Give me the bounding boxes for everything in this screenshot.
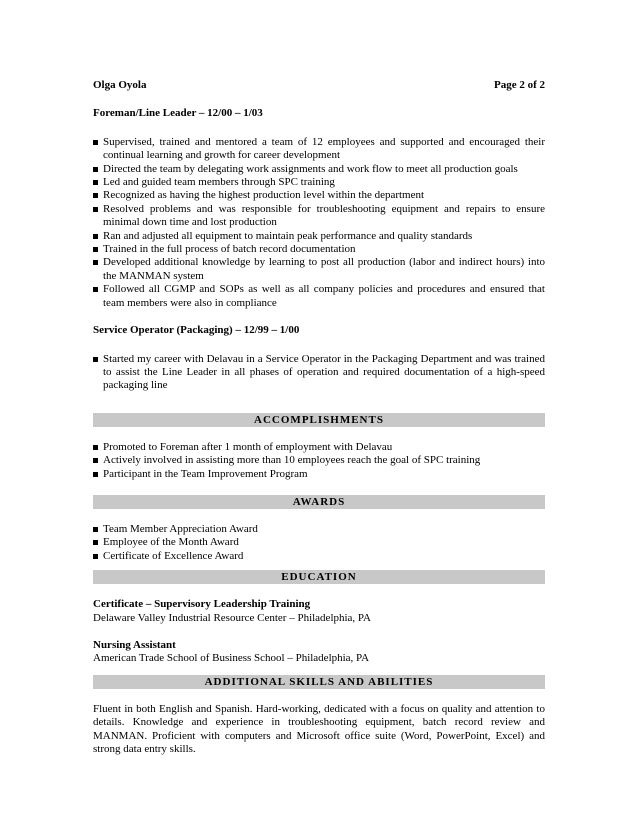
- page-number: Page 2 of 2: [493, 79, 545, 91]
- spacer: [93, 689, 545, 703]
- bullet-icon: [93, 167, 98, 172]
- list-item: Certificate of Excellence Award: [93, 550, 545, 563]
- candidate-name: Olga Oyola: [93, 79, 147, 91]
- bullet-icon: [93, 554, 98, 559]
- job-duties-list: [93, 353, 545, 393]
- section-heading-education: EDUCATION: [93, 570, 545, 584]
- bullet-icon: [93, 207, 98, 212]
- list-item: Ran and adjusted all equipment to maintain peak performance and quality standards: [93, 230, 545, 243]
- spacer: [93, 666, 545, 675]
- bullet-icon: [93, 287, 98, 292]
- bullet-icon: [93, 540, 98, 545]
- bullet-icon: [93, 472, 98, 477]
- education-entry: [93, 598, 545, 625]
- bullet-icon: [93, 234, 98, 239]
- education-title: Nursing Assistant: [93, 638, 176, 651]
- spacer: [93, 393, 545, 413]
- spacer: [93, 563, 545, 570]
- bullet-icon: [93, 140, 98, 145]
- bullet-icon: [93, 193, 98, 198]
- list-item: Started my career with Delavau in a Service Operator in the Packaging Department and was trained to assist the Line Leader in all phases of operation and required documentation of a high-speed packaging line: [93, 353, 545, 393]
- list-item: Led and guided team members through SPC training: [93, 176, 545, 189]
- bullet-icon: [93, 180, 98, 185]
- bullet-icon: [93, 357, 98, 362]
- spacer: [93, 625, 545, 639]
- spacer: [93, 509, 545, 523]
- section-heading-awards: AWARDS: [93, 495, 545, 509]
- bullet-icon: [93, 527, 98, 532]
- bullet-icon: [93, 260, 98, 265]
- list-item: Actively involved in assisting more than 10 employees reach the goal of SPC training: [93, 454, 545, 467]
- bullet-icon: [93, 458, 98, 463]
- resume-page: [93, 79, 545, 756]
- list-item: Participant in the Team Improvement Program: [93, 468, 545, 481]
- list-item: Employee of the Month Award: [93, 536, 545, 549]
- education-entry: [93, 639, 545, 666]
- page-header: [93, 79, 545, 92]
- list-item: Directed the team by delegating work assignments and work flow to meet all production goals: [93, 163, 545, 176]
- job-title: Service Operator (Packaging) – 12/99 – 1/00: [93, 324, 300, 337]
- list-item: Trained in the full process of batch record documentation: [93, 243, 545, 256]
- list-item: Supervised, trained and mentored a team of 12 employees and supported and encouraged their continual learning and growth for career development: [93, 136, 545, 163]
- skills-paragraph: Fluent in both English and Spanish. Hard-working, dedicated with a focus on quality and attention to details. Knowledge and experience in troubleshooting equipment, batch record review and MANMAN. Proficient with computers and Microsoft office suite (Word, PowerPoint, Excel) and strong data entry skills.: [93, 702, 545, 755]
- spacer: [93, 481, 545, 495]
- spacer: [93, 584, 545, 598]
- list-item: Resolved problems and was responsible for troubleshooting equipment and repairs to ensure minimal down time and lost production: [93, 203, 545, 230]
- education-school: Delaware Valley Industrial Resource Center – Philadelphia, PA: [93, 611, 371, 624]
- spacer: [93, 310, 545, 324]
- job-duties-list: [93, 136, 545, 310]
- awards-list: [93, 523, 545, 563]
- list-item: Promoted to Foreman after 1 month of employment with Delavau: [93, 441, 545, 454]
- list-item: Team Member Appreciation Award: [93, 523, 545, 536]
- bullet-icon: [93, 247, 98, 252]
- section-heading-skills: ADDITIONAL SKILLS AND ABILITIES: [93, 675, 545, 689]
- list-item: Recognized as having the highest production level within the department: [93, 189, 545, 202]
- job-title: Foreman/Line Leader – 12/00 – 1/03: [93, 107, 263, 120]
- education-title: Certificate – Supervisory Leadership Training: [93, 598, 311, 611]
- list-item: Developed additional knowledge by learning to post all production (labor and indirect hours) into the MANMAN system: [93, 256, 545, 283]
- section-heading-accomplishments: ACCOMPLISHMENTS: [93, 413, 545, 427]
- spacer: [93, 427, 545, 441]
- bullet-icon: [93, 445, 98, 450]
- accomplishments-list: [93, 441, 545, 481]
- education-school: American Trade School of Business School – Philadelphia, PA: [93, 652, 370, 665]
- list-item: Followed all CGMP and SOPs as well as all company policies and procedures and ensured that team members were also in compliance: [93, 283, 545, 310]
